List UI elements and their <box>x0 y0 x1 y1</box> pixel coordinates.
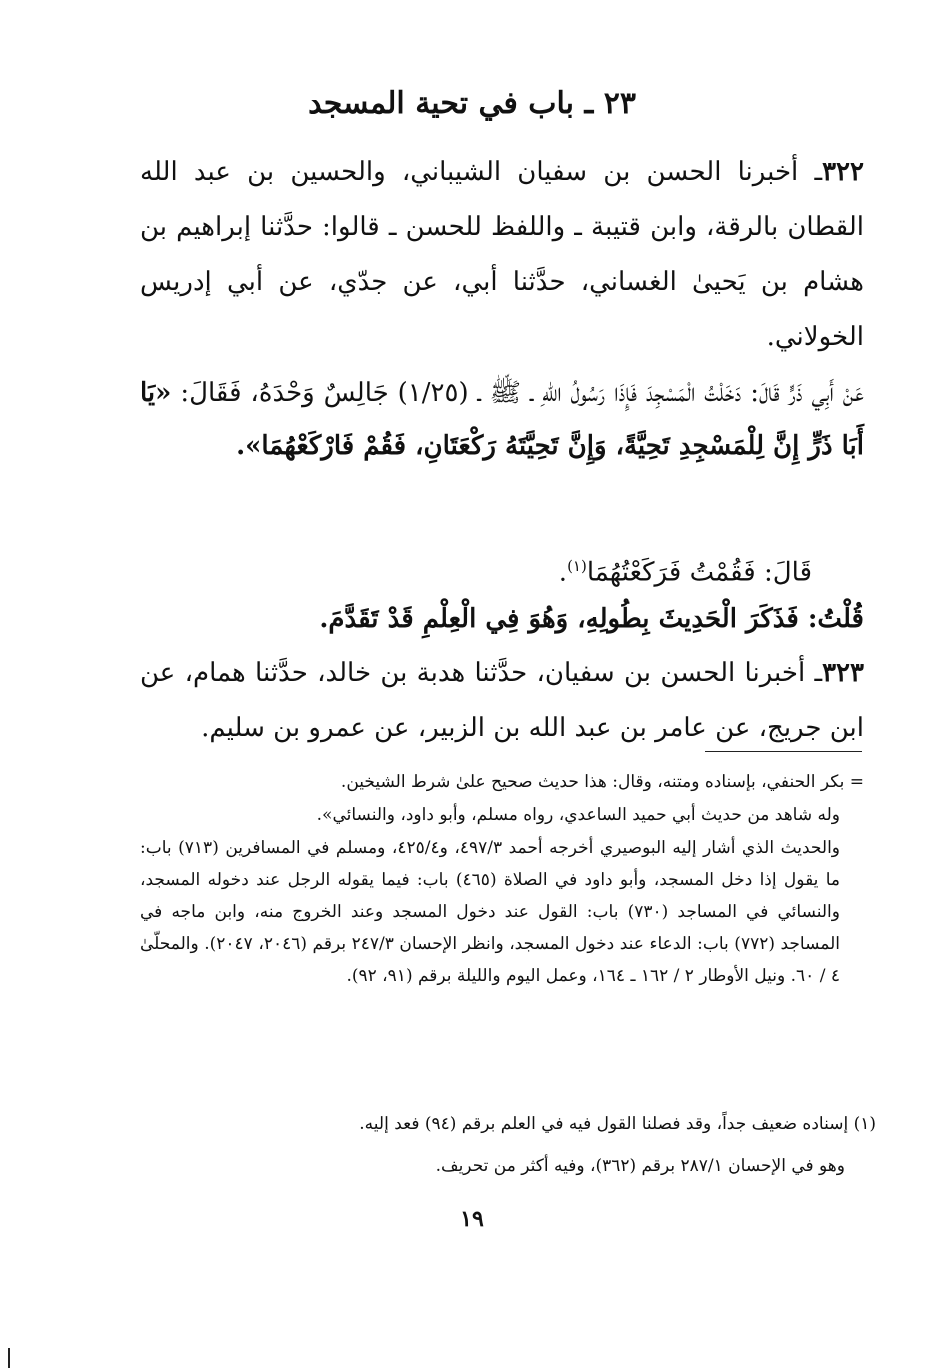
page-number: ١٩ <box>460 1206 484 1232</box>
scan-edge-mark <box>8 1348 10 1368</box>
qultu-text: قُلْتُ: فَذَكَرَ الْحَدِيثَ بِطُولِهِ، وَهُوَ فِي الْعِلْمِ قَدْ تَقَدَّمَ. <box>319 604 864 634</box>
hadith-intro: عَنْ أَبِي ذَرٍّ قَالَ: دَخَلْتُ الْمَسْجِدَ فَإِذَا رَسُولُ اللهِ ـ ﷺ ـ (١/٢٥) جَالِسٌ وَحْدَهُ، فَقَالَ: <box>180 378 864 408</box>
qala-end: . <box>558 557 568 588</box>
hadith-number: ٣٢٢ <box>822 157 864 187</box>
hadith-qultu-line <box>140 593 864 646</box>
chain-text: ـ أخبرنا الحسن بن سفيان، حدَّثنا هدبة بن خالد، حدَّثنا همام، عن ابن جريج، عن عامر بن عبد الله بن الزبير، عن عمرو بن سليم. <box>140 658 864 743</box>
hadith-323-chain <box>140 646 864 756</box>
footnote-1-line1: إسناده ضعيف جداً، وقد فصلنا القول فيه في العلم برقم (٩٤) فعد إليه. <box>359 1114 849 1134</box>
footnote-1-line2: وهو في الإحسان ٢٨٧/١ برقم (٣٦٢)، وفيه أكثر من تحريف. <box>435 1156 845 1176</box>
chapter-title: ٢٣ ـ باب في تحية المسجد <box>308 86 636 121</box>
hadith-number: ٣٢٣ <box>822 658 864 688</box>
footnote-continued-para: والحديث الذي أشار إليه البوصيري أخرجه أحمد ٤٩٧/٣، و٤٢٥/٤، ومسلم في المسافرين (٧١٣) باب: ما يقول إذا دخل المسجد، وأبو داود في الصلاة (٤٦٥) باب: فيما يقوله الرجل عند دخوله المسجد، والنسائي في المساجد (٧٣٠) باب: القول عند دخول المسجد وعند الخروج منه، وابن ماجه في المساجد (٧٧٢) باب: الدعاء عند دخول المسجد، وانظر الإحسان ٢٤٧/٣ برقم (٢٠٤٦، ٢٠٤٧). والمحلّىٰ ٤ / ٦٠. ونيل الأوطار ٢ / ١٦٢ ـ ١٦٤، وعمل اليوم والليلة برقم (٩١، ٩٢). <box>140 838 841 986</box>
hadith-322-text <box>140 367 864 473</box>
footnote-continued-line1: = بكر الحنفي، بإسناده ومتنه، وقال: هذا حديث صحيح علىٰ شرط الشيخين. <box>340 772 864 792</box>
chain-text: ـ أخبرنا الحسن بن سفيان الشيباني، والحسين بن عبد الله القطان بالرقة، وابن قتيبة ـ واللفظ للحسن ـ قالوا: حدَّثنا إبراهيم بن هشام بن يَحيىٰ الغساني، حدَّثنا أبي، عن جدّي، عن أبي إدريس الخولاني. <box>140 157 864 352</box>
footnote-marker: (١) <box>853 1114 876 1134</box>
footnote-1 <box>140 1108 876 1140</box>
hadith-qala-line <box>140 540 864 600</box>
hadith-322-chain <box>140 145 864 365</box>
footnote-continued-line2: وله شاهد من حديث أبي حميد الساعدي، رواه مسلم، وأبو داود، والنسائي». <box>316 805 840 825</box>
footnote-separator <box>705 751 862 752</box>
footnote-ref: (١) <box>567 557 587 575</box>
prophet-quote: «يَا أَبَا ذَرٍّ إِنَّ لِلْمَسْجِدِ تَحِيَّةً، وَإِنَّ تَحِيَّتَهُ رَكْعَتَانِ، فَقُمْ فَارْكَعْهُمَا». <box>140 378 864 461</box>
qala-text: قَالَ: فَقُمْتُ فَرَكَعْتُهُمَا <box>586 557 812 588</box>
